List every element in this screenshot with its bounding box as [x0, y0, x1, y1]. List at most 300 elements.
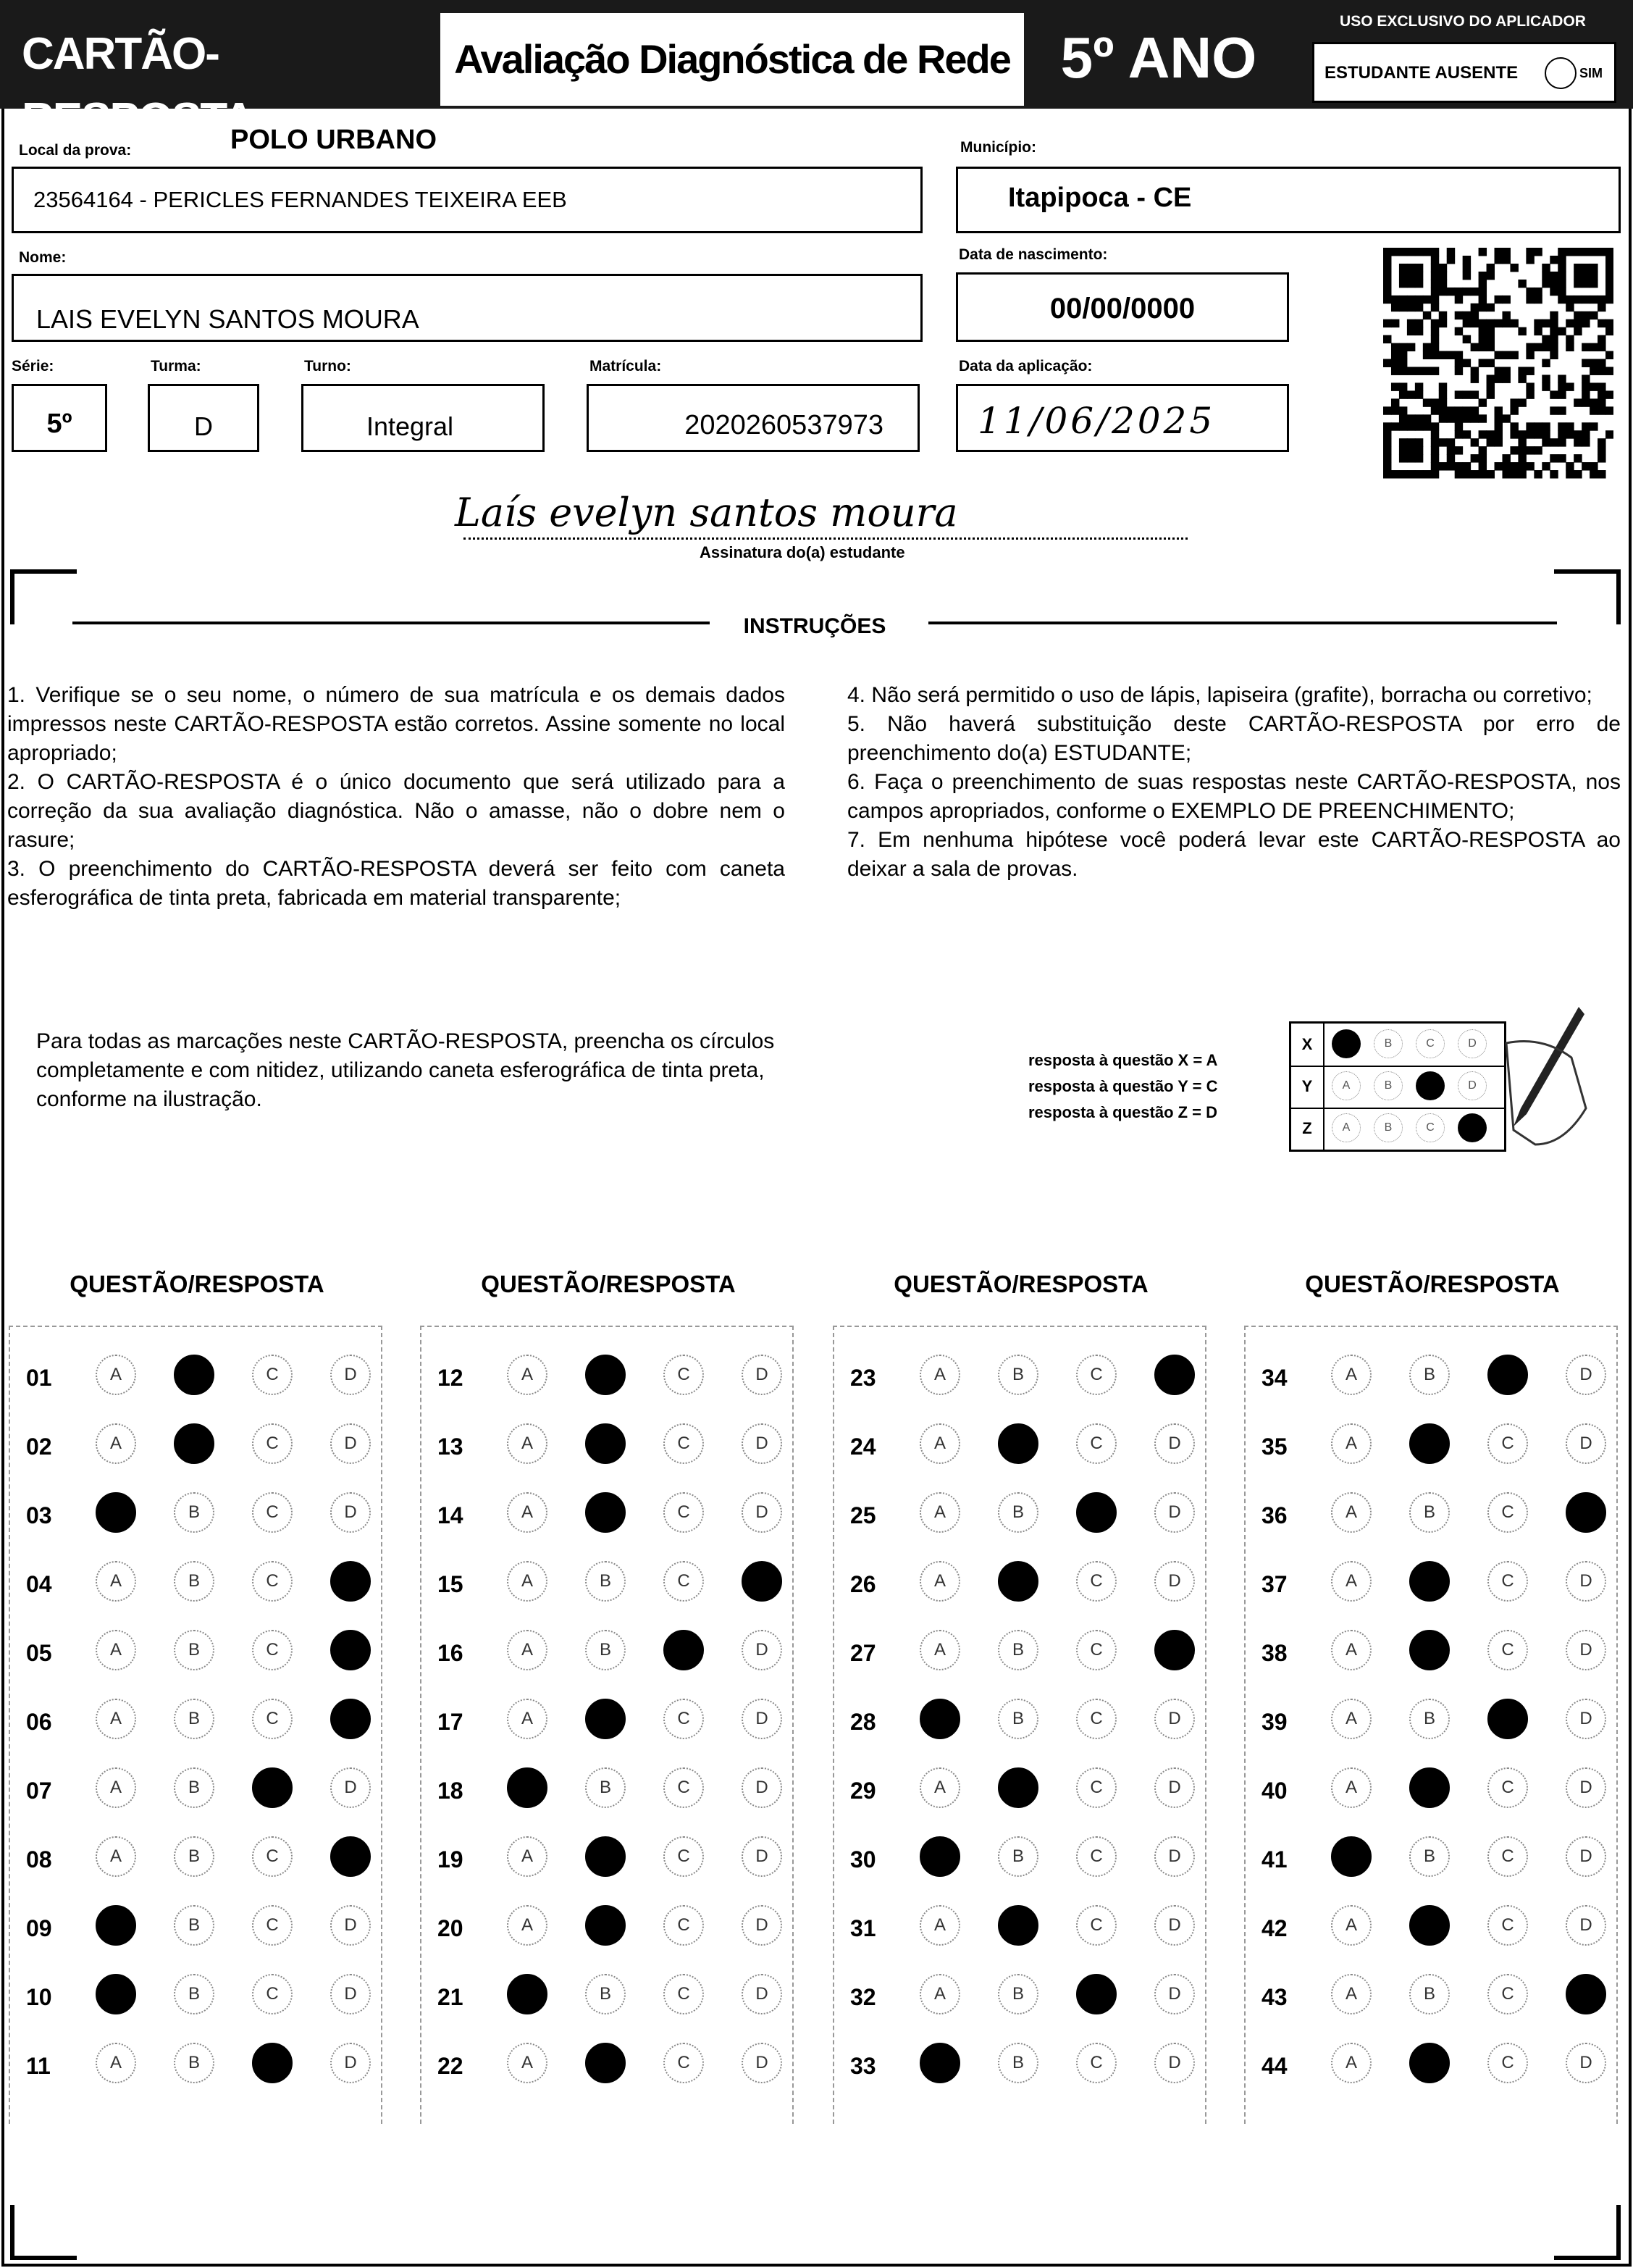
answer-bubble-c[interactable]: [252, 1767, 293, 1808]
answer-bubble-d[interactable]: D: [1154, 1492, 1195, 1533]
instruction-5: 5. Não haverá substituição deste CARTÃO-RESPOSTA por erro de preenchimento do(a) ESTUDANTE;: [847, 712, 1621, 765]
question-number: 35: [1262, 1434, 1288, 1460]
absent-option-label: SIM: [1579, 66, 1603, 80]
answer-bubble-a[interactable]: [1331, 1836, 1372, 1877]
answer-bubble-a[interactable]: A: [1331, 1974, 1372, 2014]
answer-row: [1262, 1561, 1609, 1604]
answer-bubble-b[interactable]: B: [174, 1767, 214, 1808]
question-number: 39: [1262, 1709, 1288, 1735]
answer-bubble-b[interactable]: [998, 1423, 1038, 1464]
answer-bubble-c[interactable]: C: [1487, 1836, 1528, 1877]
question-number: 16: [437, 1640, 463, 1666]
answer-bubble-b[interactable]: B: [174, 1974, 214, 2014]
answers-column-heading: QUESTÃO/RESPOSTA: [70, 1271, 324, 1297]
answer-bubble-c[interactable]: C: [252, 1492, 293, 1533]
answer-bubble-d[interactable]: D: [1154, 2043, 1195, 2083]
answer-bubble-b[interactable]: B: [998, 2043, 1038, 2083]
answer-bubble-d[interactable]: D: [330, 1355, 371, 1395]
answer-row: [437, 1630, 785, 1673]
answer-bubble-c[interactable]: C: [1076, 1423, 1117, 1464]
answer-bubble-b[interactable]: B: [998, 1355, 1038, 1395]
answer-bubble-a[interactable]: A: [96, 1699, 136, 1739]
answer-bubble-c[interactable]: C: [663, 1974, 704, 2014]
answer-row: [437, 1905, 785, 1949]
instruction-6: 6. Faça o preenchimento de suas respostas neste CARTÃO-RESPOSTA, nos campos apropriados, conforme o EXEMPLO DE PREENCHIMENTO;: [847, 770, 1621, 823]
fill-note: Para todas as marcações neste CARTÃO-RESPOSTA, preencha os círculos completamente e com nitidez, utilizando caneta esferográfica de tinta preta, conforme na ilustração.: [36, 1029, 775, 1111]
answer-bubble-c[interactable]: [1076, 1492, 1117, 1533]
answer-bubble-c[interactable]: C: [1076, 1630, 1117, 1670]
answer-bubble-b[interactable]: [585, 1423, 626, 1464]
answer-bubble-c[interactable]: C: [252, 1423, 293, 1464]
question-number: 17: [437, 1709, 463, 1735]
answer-bubble-b[interactable]: [585, 2043, 626, 2083]
answer-bubble-c[interactable]: C: [252, 1905, 293, 1946]
question-number: 22: [437, 2053, 463, 2079]
answer-row: [1262, 1699, 1609, 1742]
example-pen-illustration: [1492, 1000, 1593, 1159]
question-number: 13: [437, 1434, 463, 1460]
answer-bubble-b[interactable]: B: [585, 1767, 626, 1808]
answer-bubble-a[interactable]: A: [1331, 1561, 1372, 1602]
aplicacao-label: Data da aplicação:: [959, 358, 1093, 374]
answer-bubble-b[interactable]: [1409, 1905, 1450, 1946]
answer-row: [850, 1905, 1198, 1949]
answer-bubble-a[interactable]: [920, 1699, 960, 1739]
answer-bubble-b[interactable]: [1409, 1630, 1450, 1670]
answer-bubble-c[interactable]: C: [663, 1836, 704, 1877]
corner-mark-top-right: [1554, 569, 1621, 624]
turno-label: Turno:: [304, 358, 351, 374]
answer-bubble-d[interactable]: D: [1566, 2043, 1606, 2083]
answer-bubble-c[interactable]: C: [1487, 2043, 1528, 2083]
municipio-label: Município:: [960, 139, 1036, 156]
example-bubble: [1416, 1071, 1445, 1100]
answer-bubble-c[interactable]: C: [252, 1974, 293, 2014]
answer-bubble-b[interactable]: B: [174, 1630, 214, 1670]
answer-bubble-d[interactable]: D: [742, 1423, 782, 1464]
answer-bubble-b[interactable]: [1409, 2043, 1450, 2083]
example-row-label: Z: [1291, 1108, 1325, 1150]
aplicacao-value: 11/06/2025: [978, 400, 1216, 442]
answer-bubble-d[interactable]: D: [1566, 1561, 1606, 1602]
answer-bubble-d[interactable]: [330, 1836, 371, 1877]
answer-bubble-d[interactable]: D: [742, 1492, 782, 1533]
answer-bubble-d[interactable]: D: [1154, 1974, 1195, 2014]
local-label: Local da prova:: [19, 142, 132, 159]
answer-bubble-a[interactable]: A: [507, 1836, 547, 1877]
school-value: 23564164 - PERICLES FERNANDES TEIXEIRA EEB: [33, 187, 567, 212]
question-number: 21: [437, 1984, 463, 2010]
answer-row: [26, 1492, 374, 1536]
question-number: 23: [850, 1365, 876, 1391]
example-bubble: B: [1374, 1029, 1403, 1058]
answer-row: [26, 1905, 374, 1949]
answer-bubble-c[interactable]: C: [663, 1767, 704, 1808]
answer-bubble-d[interactable]: D: [330, 1767, 371, 1808]
answer-bubble-a[interactable]: [920, 2043, 960, 2083]
answer-bubble-d[interactable]: D: [742, 1630, 782, 1670]
answer-row: [850, 1630, 1198, 1673]
answer-bubble-b[interactable]: B: [998, 1492, 1038, 1533]
answer-bubble-d[interactable]: D: [1566, 1355, 1606, 1395]
answer-bubble-a[interactable]: A: [920, 1561, 960, 1602]
answer-bubble-b[interactable]: B: [174, 1836, 214, 1877]
answer-bubble-a[interactable]: A: [507, 2043, 547, 2083]
answer-bubble-c[interactable]: [1487, 1699, 1528, 1739]
answer-bubble-c[interactable]: [252, 2043, 293, 2083]
answer-bubble-d[interactable]: [330, 1630, 371, 1670]
answer-bubble-c[interactable]: C: [1076, 1905, 1117, 1946]
answer-bubble-c[interactable]: C: [663, 1492, 704, 1533]
answer-row: [437, 1699, 785, 1742]
answer-bubble-d[interactable]: [1154, 1630, 1195, 1670]
answer-bubble-c[interactable]: C: [1076, 1836, 1117, 1877]
answer-row: [26, 1561, 374, 1604]
answer-bubble-a[interactable]: A: [96, 1355, 136, 1395]
answer-bubble-d[interactable]: D: [742, 1836, 782, 1877]
answer-row: [437, 1974, 785, 2017]
question-number: 05: [26, 1640, 52, 1666]
answer-bubble-c[interactable]: [1076, 1974, 1117, 2014]
instruction-3: 3. O preenchimento do CARTÃO-RESPOSTA deverá ser feito com caneta esferográfica de tinta preta, fabricada em material transparente;: [7, 857, 785, 910]
signature-label: Assinatura do(a) estudante: [700, 543, 905, 561]
answer-bubble-b[interactable]: [585, 1355, 626, 1395]
example-bubble: B: [1374, 1071, 1403, 1100]
answer-row: [26, 1836, 374, 1880]
question-number: 41: [1262, 1846, 1288, 1872]
answer-bubble-d[interactable]: D: [1566, 1836, 1606, 1877]
question-number: 36: [1262, 1502, 1288, 1528]
answer-row: [26, 1699, 374, 1742]
answer-bubble-a[interactable]: A: [507, 1905, 547, 1946]
instruction-4: 4. Não será permitido o uso de lápis, lapiseira (grafite), borracha ou corretivo;: [847, 683, 1592, 707]
nascimento-value: 00/00/0000: [1049, 293, 1196, 325]
answer-bubble-d[interactable]: D: [1566, 1699, 1606, 1739]
answer-row: [1262, 1492, 1609, 1536]
answer-bubble-a[interactable]: A: [1331, 1630, 1372, 1670]
answer-row: [26, 1767, 374, 1811]
answer-bubble-a[interactable]: [96, 1905, 136, 1946]
answer-row: [437, 1767, 785, 1811]
answer-bubble-b[interactable]: B: [174, 1561, 214, 1602]
instructions-rule-right: [928, 622, 1557, 624]
corner-mark-bottom-left: [10, 2205, 77, 2260]
answer-bubble-a[interactable]: A: [96, 1561, 136, 1602]
question-number: 07: [26, 1778, 52, 1804]
example-row: [1291, 1024, 1504, 1067]
example-legend: [1028, 1047, 1217, 1126]
answer-bubble-d[interactable]: D: [1154, 1423, 1195, 1464]
answer-bubble-c[interactable]: C: [663, 1905, 704, 1946]
answer-bubble-d[interactable]: [330, 1699, 371, 1739]
answer-bubble-c[interactable]: C: [663, 1355, 704, 1395]
answer-bubble-a[interactable]: A: [920, 1423, 960, 1464]
answer-row: [850, 1423, 1198, 1467]
example-bubble: [1458, 1113, 1487, 1142]
answer-bubble-b[interactable]: B: [998, 1630, 1038, 1670]
answer-row: [26, 1355, 374, 1398]
answer-bubble-c[interactable]: [1487, 1355, 1528, 1395]
instruction-7: 7. Em nenhuma hipótese você poderá levar este CARTÃO-RESPOSTA ao deixar a sala de provas.: [847, 828, 1621, 881]
question-number: 06: [26, 1709, 52, 1735]
answer-row: [850, 1836, 1198, 1880]
answer-bubble-b[interactable]: B: [998, 1699, 1038, 1739]
card-title: CARTÃO-RESPOSTA: [22, 29, 254, 144]
question-number: 40: [1262, 1778, 1288, 1804]
matricula-value: 2020260537973: [684, 410, 883, 440]
answer-bubble-d[interactable]: D: [742, 1355, 782, 1395]
answer-row: [1262, 1905, 1609, 1949]
answer-row: [850, 2043, 1198, 2086]
answer-bubble-d[interactable]: D: [1566, 1423, 1606, 1464]
answer-row: [26, 1423, 374, 1467]
answer-bubble-a[interactable]: A: [96, 1630, 136, 1670]
answer-bubble-a[interactable]: A: [507, 1355, 547, 1395]
answer-row: [1262, 1423, 1609, 1467]
answer-row: [850, 1355, 1198, 1398]
answer-bubble-b[interactable]: [585, 1492, 626, 1533]
question-number: 32: [850, 1984, 876, 2010]
answer-bubble-b[interactable]: [1409, 1561, 1450, 1602]
question-number: 18: [437, 1778, 463, 1804]
question-number: 02: [26, 1434, 52, 1460]
answer-row: [437, 1561, 785, 1604]
question-number: 37: [1262, 1571, 1288, 1597]
question-number: 30: [850, 1846, 876, 1872]
question-number: 11: [26, 2053, 51, 2079]
answer-bubble-a[interactable]: [96, 1492, 136, 1533]
answer-bubble-c[interactable]: C: [663, 1561, 704, 1602]
example-bubble: D: [1458, 1029, 1487, 1058]
answer-bubble-b[interactable]: B: [174, 1492, 214, 1533]
answer-bubble-b[interactable]: B: [998, 1836, 1038, 1877]
example-line-x: resposta à questão X = A: [1028, 1051, 1218, 1069]
answer-bubble-c[interactable]: C: [1487, 1905, 1528, 1946]
answer-bubble-b[interactable]: [998, 1905, 1038, 1946]
answer-bubble-b[interactable]: [585, 1836, 626, 1877]
answer-bubble-a[interactable]: A: [96, 1836, 136, 1877]
answer-bubble-d[interactable]: [1566, 1492, 1606, 1533]
answer-bubble-d[interactable]: D: [742, 1699, 782, 1739]
answer-row: [1262, 1836, 1609, 1880]
answer-bubble-c[interactable]: C: [1076, 1561, 1117, 1602]
answer-row: [437, 1423, 785, 1467]
answer-bubble-a[interactable]: A: [920, 1905, 960, 1946]
answer-row: [26, 1974, 374, 2017]
answer-bubble-c[interactable]: C: [1487, 1630, 1528, 1670]
answer-bubble-a[interactable]: A: [1331, 1699, 1372, 1739]
question-number: 28: [850, 1709, 876, 1735]
example-bubble: C: [1416, 1029, 1445, 1058]
question-number: 44: [1262, 2053, 1288, 2079]
answer-bubble-d[interactable]: D: [330, 1905, 371, 1946]
example-grid: [1289, 1021, 1506, 1152]
example-row-label: X: [1291, 1024, 1325, 1066]
answer-bubble-d[interactable]: D: [1154, 1767, 1195, 1808]
answer-bubble-b[interactable]: [1409, 1767, 1450, 1808]
answer-row: [437, 1355, 785, 1398]
answer-bubble-b[interactable]: B: [1409, 1492, 1450, 1533]
answer-bubble-d[interactable]: [1566, 1974, 1606, 2014]
answer-bubble-c[interactable]: C: [663, 1699, 704, 1739]
answer-bubble-a[interactable]: A: [920, 1974, 960, 2014]
answer-bubble-b[interactable]: B: [585, 1630, 626, 1670]
answer-row: [850, 1767, 1198, 1811]
answer-bubble-b[interactable]: B: [1409, 1974, 1450, 2014]
question-number: 15: [437, 1571, 463, 1597]
absent-label: ESTUDANTE AUSENTE: [1325, 63, 1519, 83]
question-number: 03: [26, 1502, 52, 1528]
answer-bubble-c[interactable]: C: [663, 1423, 704, 1464]
answer-bubble-a[interactable]: [507, 1767, 547, 1808]
answer-bubble-d[interactable]: D: [330, 1492, 371, 1533]
answer-bubble-d[interactable]: D: [1154, 1561, 1195, 1602]
instructions-right-column: [847, 681, 1621, 884]
answer-bubble-b[interactable]: B: [1409, 1355, 1450, 1395]
answer-bubble-a[interactable]: A: [1331, 2043, 1372, 2083]
answer-bubble-b[interactable]: [998, 1767, 1038, 1808]
answer-bubble-d[interactable]: D: [1566, 1767, 1606, 1808]
instructions-rule-left: [72, 622, 710, 624]
answer-bubble-b[interactable]: [1409, 1423, 1450, 1464]
answer-bubble-d[interactable]: D: [1154, 1905, 1195, 1946]
answer-bubble-d[interactable]: D: [1154, 1836, 1195, 1877]
answer-bubble-b[interactable]: [174, 1423, 214, 1464]
answer-bubble-b[interactable]: [585, 1699, 626, 1739]
answer-bubble-a[interactable]: A: [507, 1561, 547, 1602]
answer-bubble-a[interactable]: A: [920, 1630, 960, 1670]
answer-bubble-d[interactable]: D: [1566, 1905, 1606, 1946]
answer-bubble-a[interactable]: A: [1331, 1492, 1372, 1533]
question-number: 14: [437, 1502, 463, 1528]
question-number: 38: [1262, 1640, 1288, 1666]
answer-bubble-a[interactable]: A: [96, 2043, 136, 2083]
answer-bubble-d[interactable]: D: [742, 1974, 782, 2014]
instruction-2: 2. O CARTÃO-RESPOSTA é o único documento que será utilizado para a correção da sua avaliação diagnóstica. Não o amasse, não o dobre nem o rasure;: [7, 770, 785, 852]
answer-bubble-a[interactable]: A: [1331, 1905, 1372, 1946]
answer-bubble-c[interactable]: C: [1487, 1767, 1528, 1808]
answer-bubble-d[interactable]: D: [742, 1905, 782, 1946]
answer-bubble-b[interactable]: B: [174, 1905, 214, 1946]
answer-row: [1262, 2043, 1609, 2086]
answer-row: [437, 1492, 785, 1536]
example-line-z: resposta à questão Z = D: [1028, 1103, 1218, 1121]
signature-value: Laís evelyn santos moura: [455, 490, 958, 535]
answer-bubble-b[interactable]: B: [174, 1699, 214, 1739]
answer-row: [1262, 1355, 1609, 1398]
answer-row: [437, 2043, 785, 2086]
municipio-value: Itapipoca - CE: [1008, 183, 1192, 213]
answer-bubble-b[interactable]: B: [585, 1561, 626, 1602]
answer-bubble-d[interactable]: D: [330, 1423, 371, 1464]
answer-bubble-b[interactable]: B: [1409, 1836, 1450, 1877]
answer-bubble-d[interactable]: D: [742, 1767, 782, 1808]
answer-bubble-a[interactable]: A: [920, 1767, 960, 1808]
question-number: 42: [1262, 1915, 1288, 1941]
answer-bubble-c[interactable]: C: [252, 1561, 293, 1602]
answer-bubble-a[interactable]: A: [507, 1492, 547, 1533]
answer-bubble-d[interactable]: [330, 1561, 371, 1602]
answer-bubble-a[interactable]: A: [96, 1767, 136, 1808]
answers-column-heading: QUESTÃO/RESPOSTA: [894, 1271, 1149, 1297]
grade-title: 5º ANO: [1060, 25, 1257, 90]
answer-bubble-c[interactable]: C: [1487, 1492, 1528, 1533]
answer-bubble-c[interactable]: C: [252, 1630, 293, 1670]
answer-bubble-b[interactable]: [998, 1561, 1038, 1602]
qr-code: [1383, 248, 1613, 481]
answer-bubble-a[interactable]: A: [1331, 1423, 1372, 1464]
answer-bubble-a[interactable]: A: [920, 1492, 960, 1533]
answer-bubble-b[interactable]: [174, 1355, 214, 1395]
answer-bubble-c[interactable]: C: [1487, 1423, 1528, 1464]
answer-bubble-b[interactable]: B: [998, 1974, 1038, 2014]
answer-bubble-a[interactable]: [920, 1836, 960, 1877]
answer-row: [850, 1561, 1198, 1604]
answer-bubble-a[interactable]: A: [507, 1423, 547, 1464]
answer-bubble-b[interactable]: B: [1409, 1699, 1450, 1739]
answer-bubble-d[interactable]: D: [330, 2043, 371, 2083]
example-bubble: C: [1416, 1113, 1445, 1142]
answer-bubble-c[interactable]: C: [1076, 1699, 1117, 1739]
answer-bubble-d[interactable]: [1154, 1355, 1195, 1395]
instructions-heading: INSTRUÇÕES: [743, 614, 886, 638]
answer-bubble-a[interactable]: [507, 1974, 547, 2014]
answer-bubble-d[interactable]: D: [1154, 1699, 1195, 1739]
answer-bubble-a[interactable]: A: [1331, 1355, 1372, 1395]
question-number: 20: [437, 1915, 463, 1941]
corner-mark-bottom-right: [1554, 2205, 1621, 2260]
answer-row: [850, 1492, 1198, 1536]
answer-bubble-a[interactable]: A: [1331, 1767, 1372, 1808]
answer-bubble-b[interactable]: B: [585, 1974, 626, 2014]
answer-bubble-a[interactable]: A: [507, 1699, 547, 1739]
answer-bubble-b[interactable]: [585, 1905, 626, 1946]
answer-bubble-c[interactable]: C: [252, 1699, 293, 1739]
answer-bubble-c[interactable]: [663, 1630, 704, 1670]
answer-bubble-a[interactable]: [96, 1974, 136, 2014]
local-value: POLO URBANO: [230, 125, 437, 155]
absent-checkbox[interactable]: [1545, 57, 1577, 89]
question-number: 08: [26, 1846, 52, 1872]
answer-bubble-a[interactable]: A: [507, 1630, 547, 1670]
question-number: 26: [850, 1571, 876, 1597]
answer-bubble-d[interactable]: D: [330, 1974, 371, 2014]
turno-value: Integral: [366, 411, 454, 441]
question-number: 27: [850, 1640, 876, 1666]
answer-bubble-c[interactable]: C: [1487, 1974, 1528, 2014]
answer-bubble-a[interactable]: A: [920, 1355, 960, 1395]
turma-value: D: [194, 411, 213, 441]
answer-bubble-d[interactable]: [742, 1561, 782, 1602]
answer-bubble-b[interactable]: B: [174, 2043, 214, 2083]
answer-bubble-c[interactable]: C: [1487, 1561, 1528, 1602]
answer-bubble-c[interactable]: C: [252, 1836, 293, 1877]
question-number: 09: [26, 1915, 52, 1941]
answer-bubble-d[interactable]: D: [1566, 1630, 1606, 1670]
answer-bubble-c[interactable]: C: [1076, 1355, 1117, 1395]
answer-row: [437, 1836, 785, 1880]
nome-value: LAIS EVELYN SANTOS MOURA: [36, 304, 419, 334]
answer-bubble-c[interactable]: C: [1076, 1767, 1117, 1808]
answer-bubble-c[interactable]: C: [1076, 2043, 1117, 2083]
answer-bubble-a[interactable]: A: [96, 1423, 136, 1464]
question-number: 43: [1262, 1984, 1288, 2010]
answer-bubble-c[interactable]: C: [252, 1355, 293, 1395]
answer-bubble-c[interactable]: C: [663, 2043, 704, 2083]
serie-label: Série:: [12, 358, 54, 374]
signature-line: [463, 537, 1188, 540]
answer-bubble-d[interactable]: D: [742, 2043, 782, 2083]
